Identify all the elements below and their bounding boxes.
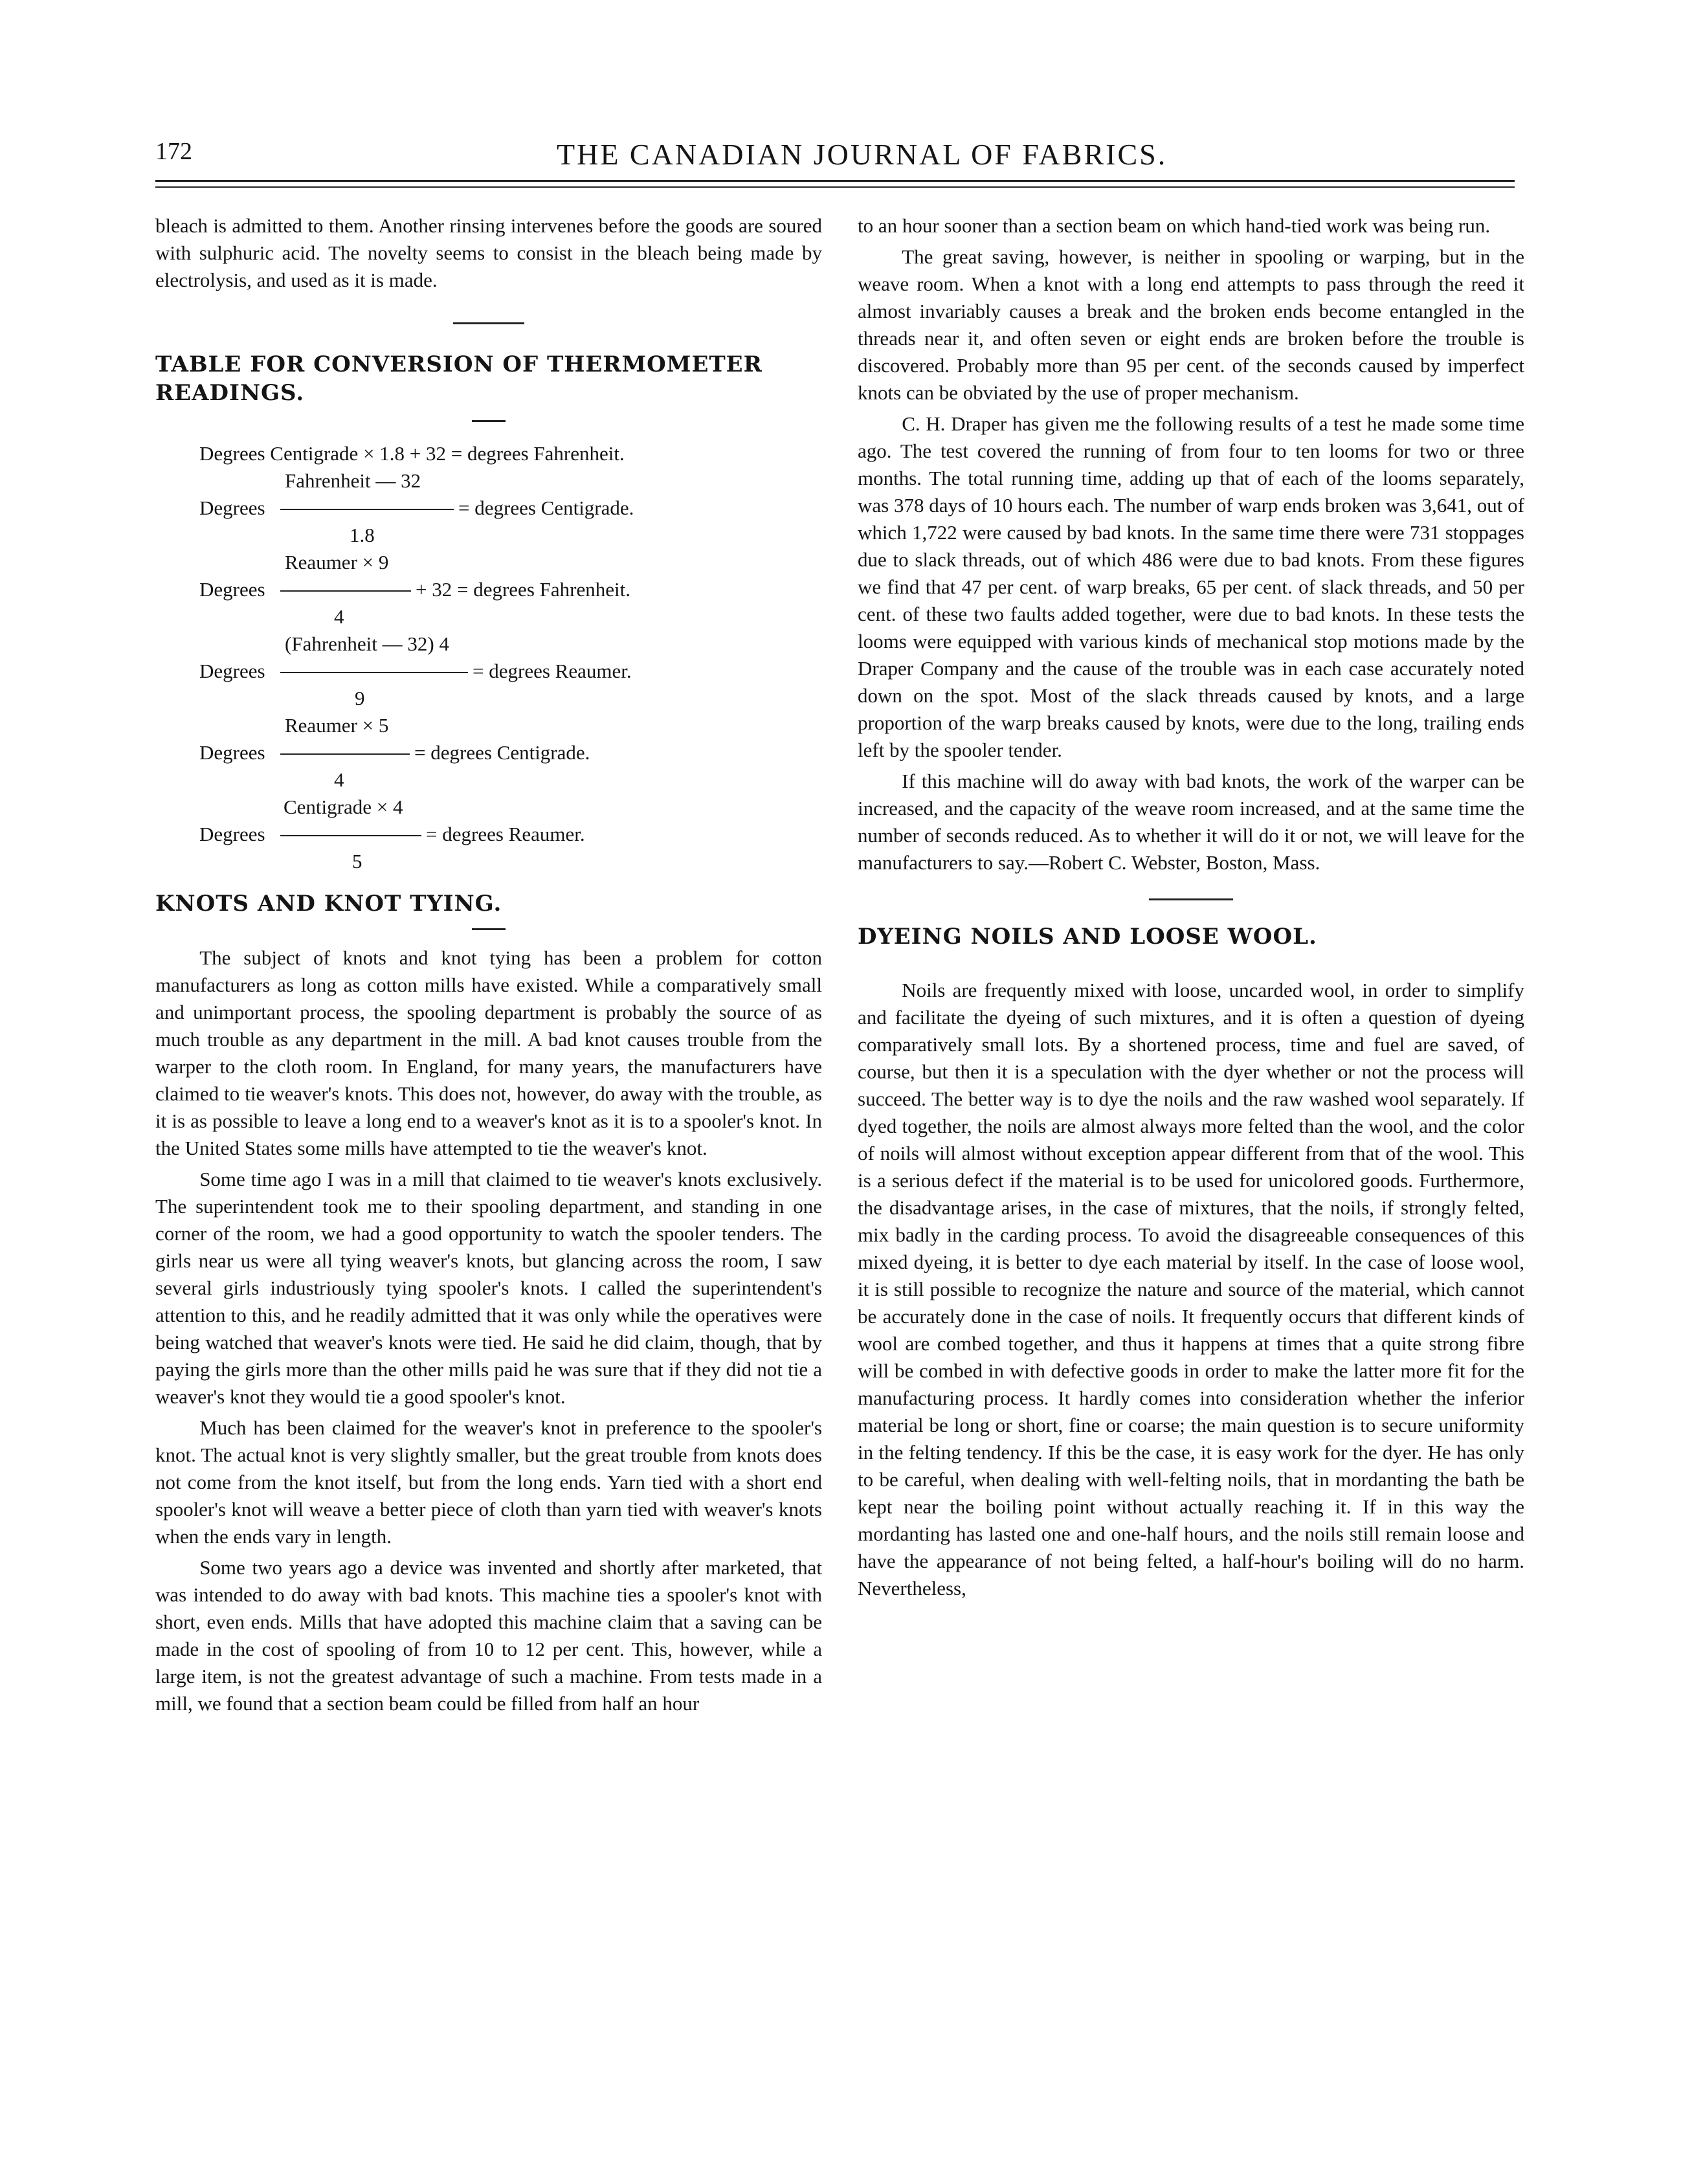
formula-2-denominator: 1.8 — [350, 524, 375, 546]
header-rule-bottom — [155, 186, 1515, 188]
formula-5-denominator: 4 — [334, 768, 344, 791]
formula-2-numerator-row — [155, 467, 822, 495]
header-rule-top — [155, 180, 1515, 182]
formula-2-fraction-bar — [280, 509, 454, 510]
formula-2-denominator-row — [155, 522, 822, 549]
dyeing-paragraph: Noils are frequently mixed with loose, uncarded wool, in order to simplify and facilitate the dyeing of such mixtures, and it is often a question of dyeing comparatively small lots. By a shortened process, time and fuel are saved, of course, but then it is a speculation with the dyer whether or not the process will succeed. The better way is to dye the noils and the raw washed wool separately. If dyed together, the noils are almost always more felted than the wool, and the color of noils will almost without exception appear different from that of the wool. This is a serious defect if the material is to be used for unicolored goods. Furthermore, the disadvantage arises, in the case of mixtures, that the noils, if strongly felted, mix badly in the carding process. To avoid the disagreeable consequences of this mixed dyeing, it is better to dye each material by itself. In the case of loose wool, it is still possible to recognize the nature and source of the material, which cannot be accurately done in the case of noils. It frequently occurs that different kinds of wool are combed together, and thus it happens at times that a quite strong fibre will be combed in with defective goods in order to make the latter more fit for the manufacturing process. It hardly comes into consideration whether the inferior material be long or short, fine or coarse; the main question is to secure uniformity in the felting tendency. If this be the case, it is easy work for the dyer. He has only to be careful, when dealing with well-felting noils, that in mordanting the bath be kept near the boiling point without actually reaching it. If in this way the mordanting has lasted one and one-half hours, and the noils still remain loose and have the appearance of not being felted, a half-hour's boiling will do no harm. Nevertheless, — [858, 979, 1524, 1599]
formula-4-lhs: Degrees — [199, 660, 265, 682]
formula-3-denominator: 4 — [334, 605, 344, 628]
formula-6-numerator-row — [155, 794, 822, 821]
right-column — [858, 212, 1524, 2128]
left-column — [155, 212, 822, 2128]
formula-3-numerator: Reaumer × 9 — [285, 551, 389, 574]
knots-section-title: KNOTS AND KNOT TYING. — [155, 891, 502, 917]
formula-4-denominator: 9 — [355, 687, 365, 709]
formula-5-fraction-bar — [280, 753, 410, 755]
formula-6-denominator-row — [155, 848, 822, 875]
section-divider — [453, 322, 524, 324]
formula-2-main-row — [155, 495, 822, 522]
formula-3-fraction-bar — [280, 590, 411, 592]
formula-6-numerator: Centigrade × 4 — [284, 796, 403, 818]
knots-continued-paragraph-4: If this machine will do away with bad knots, the work of the warper can be increased, and the capacity of the weave room increased, and at the same time the number of seconds reduced. As to whether it will do it or not, we will leave for the manufacturers to say.—Robert C. Webster, Boston, Mass. — [858, 770, 1524, 874]
formula-5-lhs: Degrees — [199, 741, 265, 764]
intro-paragraph: bleach is admitted to them. Another rinsing intervenes before the goods are soured with sulphuric acid. The novelty seems to consist in the bleach being made by electrolysis, and used as it is made. — [155, 214, 822, 291]
conversion-formulas — [155, 440, 822, 875]
section-divider — [1149, 898, 1233, 900]
page-number: 172 — [155, 138, 192, 165]
knots-continued-paragraph-3: C. H. Draper has given me the following results of a test he made some time ago. The test covered the running of from four to ten looms for two or three months. The total running time, adding up that of each of the looms separately, was 378 days of 10 hours each. The number of warp ends broken was 3,641, out of which 1,722 were caused by bad knots. In the same time there were 731 stoppages due to slack threads, out of which 486 were due to bad knots. From these figures we find that 47 per cent. of warp breaks, 65 per cent. of slack threads, and 50 per cent. of these two faults added together, were due to bad knots. In these tests the looms were equipped with various kinds of mechanical stop motions made by the Draper Company and the cause of the trouble was in each case accurately noted down on the spot. Most of the slack threads caused by knots, and a large proportion of the warp breaks caused by knots, were due to the long, trailing ends left by the spooler tender. — [858, 412, 1524, 761]
conversion-table-title-line2: READINGS. — [155, 380, 305, 406]
knots-paragraph-2: Some time ago I was in a mill that claimed to tie weaver's knots exclusively. The superintendent took me to their spooling department, and standing in one corner of the room, we had a good opportunity to watch the spooler tenders. The girls near us were all tying weaver's knots, but glancing across the room, I saw several girls industriously tying spooler's knots. I called the superintendent's attention to this, and he readily admitted that it was only while the operatives were being watched that weaver's knots were tied. He said he did claim, though, that by paying the girls more than the other mills paid he was sure that if they did not tie a weaver's knot they would tie a good spooler's knot. — [155, 1168, 822, 1408]
formula-4-numerator-row — [155, 630, 822, 658]
formula-6-denominator: 5 — [352, 850, 362, 873]
formula-3-denominator-row — [155, 603, 822, 630]
formula-4-fraction-bar — [280, 672, 468, 673]
dyeing-section-title: DYEING NOILS AND LOOSE WOOL. — [858, 924, 1317, 950]
formula-4-numerator: (Fahrenheit — 32) 4 — [285, 632, 449, 655]
knots-paragraph-4: Some two years ago a device was invented and shortly after marketed, that was intended to do away with bad knots. This machine ties a spooler's knot with short, even ends. Mills that have adopted this machine claim that a saving can be made in the cost of spooling of from 10 to 12 per cent. This, however, while a large item, is not the greatest advantage of such a machine. From tests made in a mill, we found that a section beam could be filled from half an hour — [155, 1556, 822, 1715]
title-underline — [472, 928, 506, 930]
formula-4-rhs: = degrees Reaumer. — [473, 660, 632, 682]
formula-3-numerator-row — [155, 549, 822, 576]
formula-5-numerator: Reaumer × 5 — [285, 714, 389, 737]
formula-4-main-row — [155, 658, 822, 685]
formula-6-rhs: = degrees Reaumer. — [426, 823, 585, 845]
formula-5-main-row — [155, 739, 822, 766]
formula-5-numerator-row — [155, 712, 822, 739]
formula-1-text: Degrees Centigrade × 1.8 + 32 = degrees Fahrenheit. — [199, 442, 625, 465]
formula-2-lhs: Degrees — [199, 496, 265, 519]
formula-4-denominator-row — [155, 685, 822, 712]
formula-6-lhs: Degrees — [199, 823, 265, 845]
formula-2-numerator: Fahrenheit — 32 — [285, 469, 421, 492]
knots-paragraph-3: Much has been claimed for the weaver's knot in preference to the spooler's knot. The actual knot is very slightly smaller, but the great trouble from knots does not come from the knot itself, but from the long ends. Yarn tied with a short end spooler's knot will weave a better piece of cloth than yarn tied with weaver's knots when the ends vary in length. — [155, 1416, 822, 1548]
formula-6-main-row — [155, 821, 822, 848]
knots-continued-paragraph-1: to an hour sooner than a section beam on which hand-tied work was being run. — [858, 214, 1491, 237]
formula-5-denominator-row — [155, 766, 822, 794]
formula-3-main-row — [155, 576, 822, 603]
conversion-table-title — [155, 350, 822, 407]
formula-3-rhs: + 32 = degrees Fahrenheit. — [416, 578, 630, 601]
knots-paragraph-1: The subject of knots and knot tying has been a problem for cotton manufacturers as long as cotton mills have existed. While a comparatively small and unimportant process, the spooling department is probably the source of as much trouble as any department in the mill. A bad knot causes trouble from the warper to the cloth room. In England, for many years, the manufacturers have claimed to tie weaver's knots. This does not, however, do away with the trouble, as it is as possible to leave a long end to a weaver's knot as it is to a spooler's knot. In the United States some mills have attempted to tie the weaver's knot. — [155, 946, 822, 1159]
knots-continued-paragraph-2: The great saving, however, is neither in spooling or warping, but in the weave room. When a knot with a long end attempts to pass through the reed it almost invariably causes a break and the broken ends become entangled in the threads near it, and often seven or eight ends are broken before the trouble is discovered. Probably more than 95 per cent. of the seconds caused by imperfect knots can be obviated by the use of proper mechanism. — [858, 245, 1524, 404]
formula-6-fraction-bar — [280, 835, 421, 836]
formula-3-lhs: Degrees — [199, 578, 265, 601]
formula-1 — [155, 440, 822, 467]
title-underline — [472, 420, 506, 422]
formula-2-rhs: = degrees Centigrade. — [458, 496, 634, 519]
formula-5-rhs: = degrees Centigrade. — [414, 741, 590, 764]
journal-title: THE CANADIAN JOURNAL OF FABRICS. — [557, 138, 1168, 171]
conversion-table-title-line1: TABLE FOR CONVERSION OF THERMOMETER — [155, 351, 763, 377]
